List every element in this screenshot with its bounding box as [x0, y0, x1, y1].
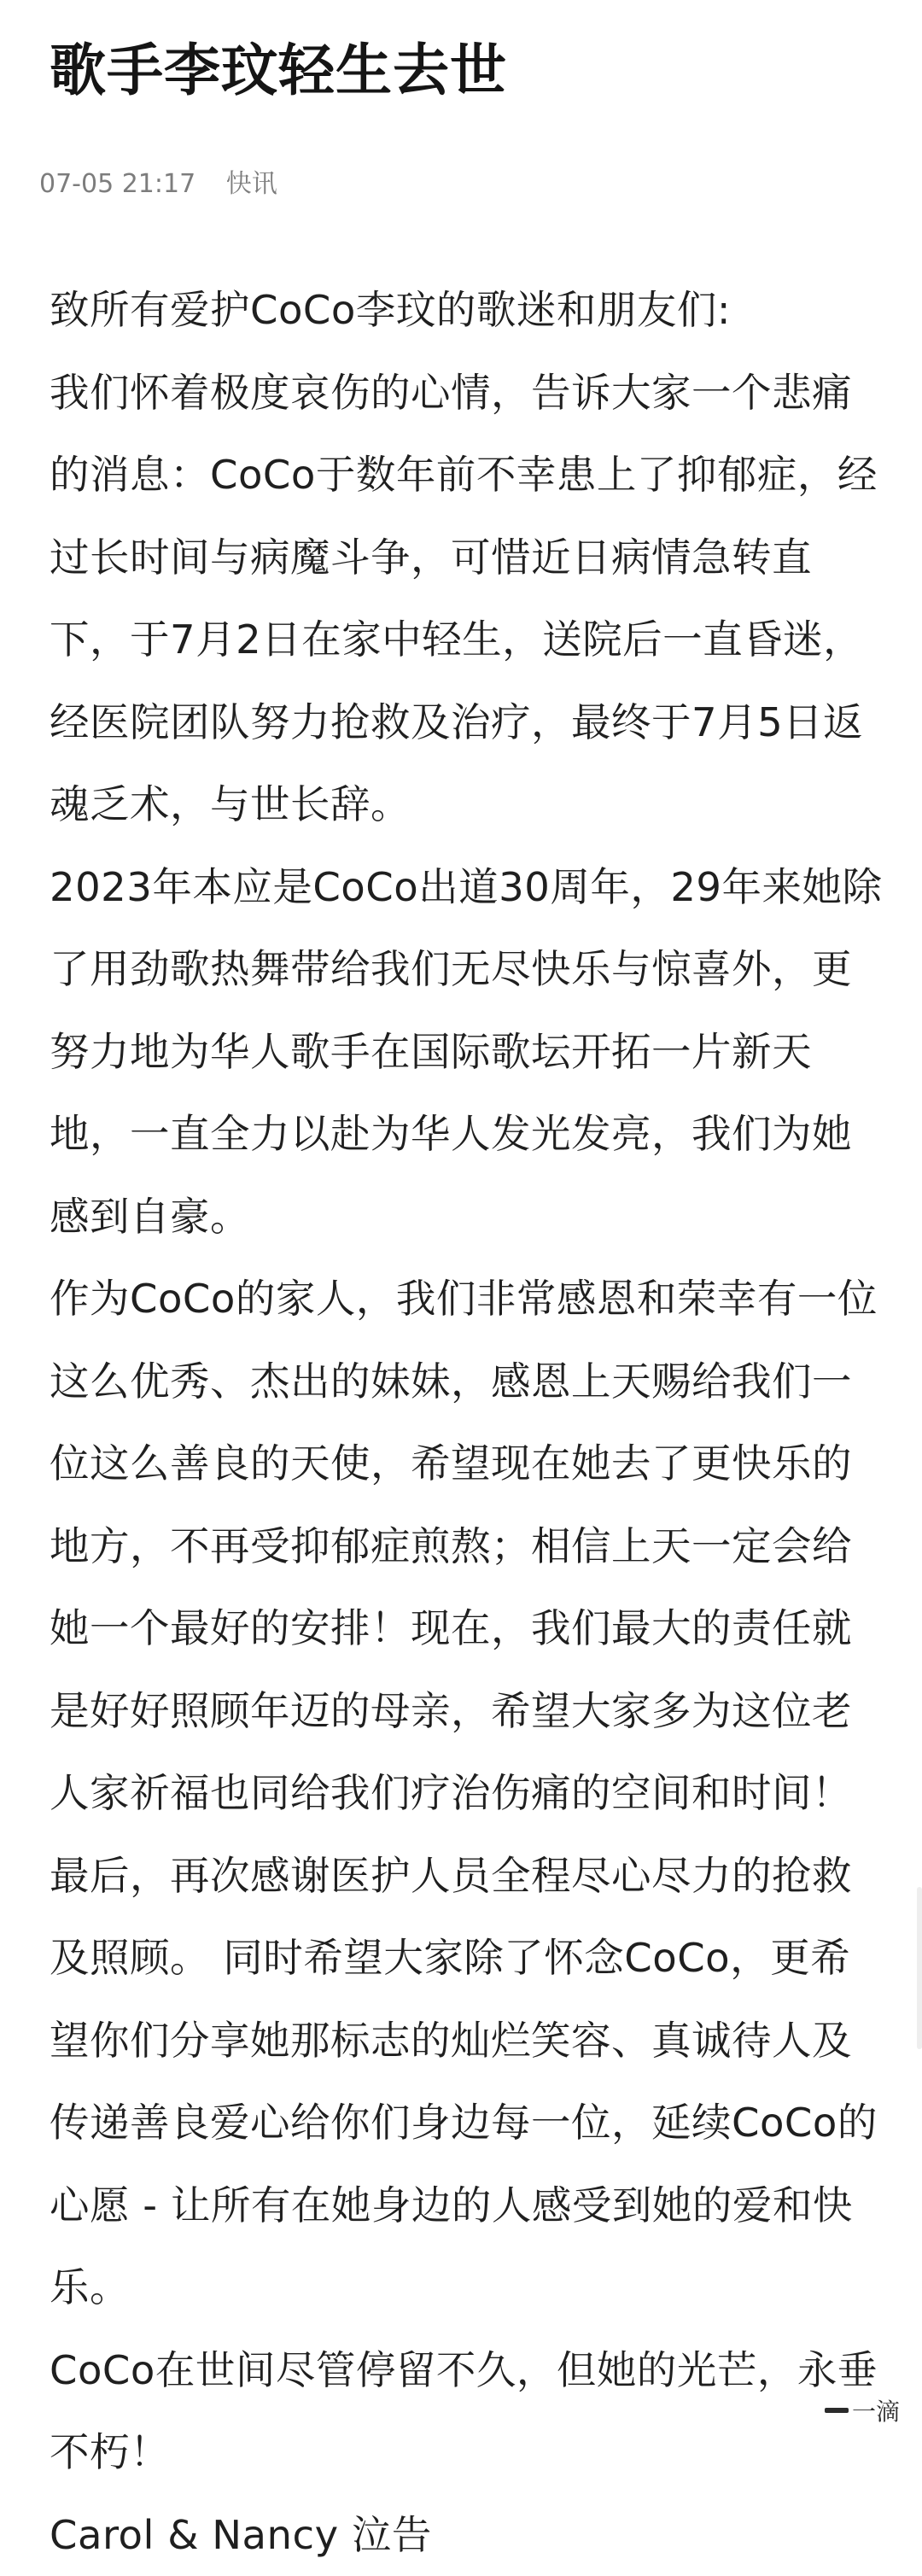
category-tag: 快讯: [226, 169, 277, 199]
paragraph-salutation: 致所有爱护CoCo李玟的歌迷和朋友们:: [50, 269, 886, 352]
article-meta: [39, 167, 277, 202]
watermark-text: 一滴: [852, 2393, 900, 2427]
paragraph-announcement: 我们怀着极度哀伤的心情，告诉大家一个悲痛的消息：CoCo于数年前不幸患上了抑郁症，经过长时间与病魔斗争，可惜近日病情急转直下，于7月2日在家中轻生，送院后一直昏迷，经医院团队努力抢救及治疗，最终于7月5日返魂乏术，与世长辞。: [50, 352, 886, 846]
paragraph-family: 作为CoCo的家人，我们非常感恩和荣幸有一位这么优秀、杰出的妹妹，感恩上天赐给我们一位这么善良的天使，希望现在她去了更快乐的地方，不再受抑郁症煎熬；相信上天一定会给她一个最好的安排！现在，我们最大的责任就是好好照顾年迈的母亲，希望大家多为这位老人家祈福也同给我们疗治伤痛的空间和时间！: [50, 1258, 886, 1835]
article-title: 歌手李玟轻生去世: [50, 32, 507, 109]
watermark-logo-icon: [825, 2408, 849, 2413]
publish-date: 07-05 21:17: [39, 169, 195, 199]
scrollbar[interactable]: [917, 1887, 922, 2049]
watermark: [825, 2393, 900, 2427]
paragraph-thanks: 最后，再次感谢医护人员全程尽心尽力的抢救及照顾。 同时希望大家除了怀念CoCo，更希望你们分享她那标志的灿烂笑容、真诚待人及传递善良爱心给你们身边每一位，延续CoCo的心愿 - 让所有在她身边的人感受到她的爱和快乐。: [50, 1835, 886, 2329]
paragraph-signature: Carol & Nancy 泣告: [50, 2494, 886, 2576]
paragraph-closing: CoCo在世间尽管停留不久，但她的光芒，永垂不朽！: [50, 2329, 886, 2494]
paragraph-career: 2023年本应是CoCo出道30周年，29年来她除了用劲歌热舞带给我们无尽快乐与惊喜外，更努力地为华人歌手在国际歌坛开拓一片新天地，一直全力以赴为华人发光发亮，我们为她感到自豪。: [50, 846, 886, 1259]
article-body: [50, 269, 886, 2576]
